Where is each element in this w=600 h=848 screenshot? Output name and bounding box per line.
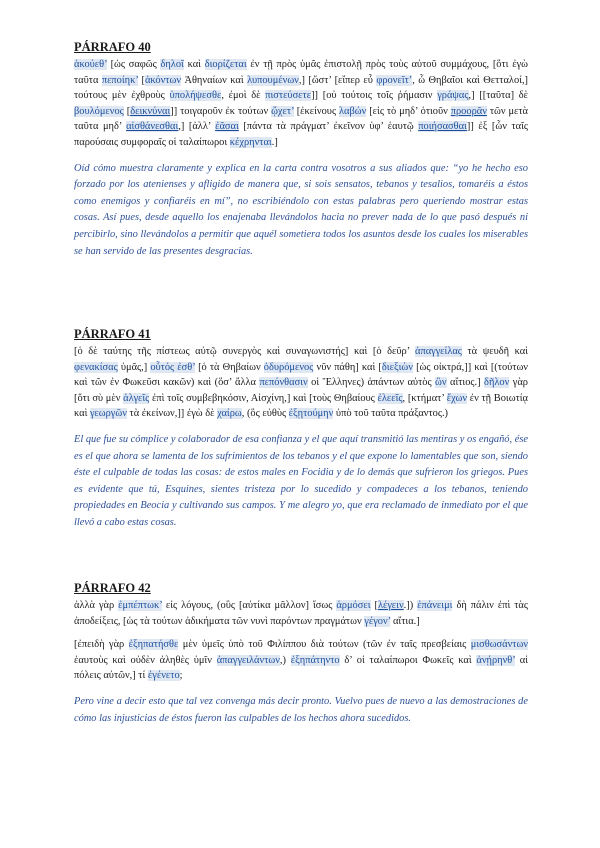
paragraph-40-section [74, 40, 528, 260]
greek-segment: , [κτήματ’ [402, 392, 447, 404]
highlighted-verb: δῆλον [484, 377, 510, 389]
greek-segment: οἱ Ἕλληνες) ἁπάντων αὐτὸς [307, 377, 436, 389]
greek-segment: [ὡς οἰκτρά,]] καὶ [(τούτων καὶ τῶν ἐν Φωκεῦσι κακῶν) καὶ (ὅσ’ ἄλλα [74, 361, 528, 389]
greek-segment: μὲν ὑμεῖς ὑπὸ τοῦ Φιλίππου διὰ τούτων (τῶν ἐν ταῖς πρεσβείαις [178, 639, 471, 651]
highlighted-verb: ἀκόντων [144, 74, 182, 86]
highlighted-verb: γεωργῶν [89, 408, 127, 420]
highlighted-verb: ἐᾶσαι [215, 121, 239, 133]
greek-segment: γὰρ [ὅτι σὺ μὲν [74, 377, 528, 404]
greek-segment: , ὦ Θηβαῖοι καὶ Θετταλοί,] τούτους μὲν ἐχθροὺς [74, 74, 529, 102]
highlighted-verb: λαβών [338, 105, 367, 117]
highlighted-verb: χαίρω [217, 408, 242, 420]
greek-segment: [ὁ τὰ Θηβαίων [194, 361, 264, 373]
greek-segment: δ’ οἱ ταλαίπωροι Φωκεῖς καὶ [339, 654, 477, 666]
greek-segment: [ [370, 600, 378, 611]
greek-segment: [ἐπειδὴ γὰρ [74, 639, 129, 651]
greek-segment: ἐπὶ τοῖς συμβεβηκόσιν, Αἰσχίνη,] καὶ [τοὺς Θηβαίους [149, 392, 378, 404]
greek-segment: καὶ [183, 59, 205, 70]
greek-segment: ὑπὸ τοῦ ταῦτα πράξαντος.) [333, 408, 449, 420]
greek-segment: [ [123, 105, 131, 117]
greek-segment: ,) [279, 654, 291, 666]
highlighted-verb: ὢν [435, 377, 447, 389]
spanish-translation: Pero vine a decir esto que tal vez convenga más decir pronto. Vuelvo pues de nuevo a las demostraciones de cómo las injusticias de éstos fueron las culpables de los hechos ahora sucedidos. [74, 695, 528, 724]
highlighted-verb: ἀπαγγειλάντων [216, 654, 280, 666]
greek-segment: ]] ἐξ [ὧν ταῖς παρούσαις συμφοραῖς οἱ ταλαίπωροι [74, 121, 528, 148]
greek-segment: Ἀθηναίων καὶ [181, 74, 248, 86]
greek-segment: ]] τοιγαροῦν ἐκ τούτων [170, 105, 272, 117]
greek-segment: [πάντα τὰ πράγματ’ ἐκεῖνον ὑφ’ ἑαυτῷ [238, 121, 419, 133]
greek-segment: ,] [ὥστ’ [εἴπερ εὖ [298, 74, 377, 86]
greek-segment: δὴ πάλιν ἐπὶ τὰς ἀποδείξεις, [ὡς τὰ τούτων ἀδικήματα τῶν νυνὶ παρόντων πραγμάτων [74, 600, 528, 627]
greek-segment: , (ὃς εὐθὺς [241, 408, 289, 420]
highlighted-verb: ἀνῄρηνθ’ [476, 654, 515, 666]
highlighted-verb: ἐξηπατήσθε [128, 639, 179, 651]
highlighted-verb: ἔχων [446, 392, 468, 404]
paragraph-42-section [74, 581, 528, 727]
highlighted-verb: βουλόμενος [74, 105, 124, 117]
greek-segment: [ὡς σαφῶς [106, 59, 161, 70]
greek-segment: νῦν πάθη] καὶ [ [313, 361, 382, 373]
greek-segment: τῶν μετὰ ταῦτα μηδ’ [74, 105, 528, 133]
greek-segment: [εἰς τὸ μηδ’ ὁτιοῦν [366, 105, 451, 117]
greek-segment: ἀλλὰ γὰρ [74, 600, 119, 611]
greek-segment: ἑαυτοὺς καὶ οὐδὲν ἀληθὲς ὑμῖν [74, 654, 217, 666]
highlighted-verb: μισθωσάντων [470, 639, 528, 651]
highlighted-verb: λέγειν [377, 600, 404, 611]
highlighted-verb: ἐπάνειμι [417, 600, 453, 611]
highlighted-verb: διορίζεται [204, 59, 247, 70]
highlighted-verb: γράψας [437, 90, 469, 102]
section-heading: PÁRRAFO 40 [74, 40, 151, 54]
spanish-translation: El que fue su cómplice y colaborador de esa confianza y el que aquí transmitió las mentiras y os engañó, ése es el que ahora se lamenta de los sufrimientos de los tebanos y el que expone lo lamentables que son, siendo éste el culpable de todas las cosas: de estos males en Focidia y de lo demás que sufrieron los griegos. Pues es evidente que tú, Esquines, sientes tristeza por lo sucedido y compadeces a los tebanos, teniendo propiedades en Beocia y cultivando sus campos. Y me alegro yo, que era reclamado de inmediato por el que llevó a cabo estas cosas. [74, 433, 528, 528]
highlighted-verb: κέχρηνται [229, 136, 272, 148]
greek-segment: ]] [οὐ τούτοις τοῖς ῥήμασιν [311, 90, 438, 102]
greek-text [74, 344, 528, 422]
highlighted-verb: ὑπολήψεσθε [169, 90, 222, 102]
highlighted-verb: λυπουμένων [247, 74, 299, 86]
greek-segment: ἐν τῇ Βοιωτίᾳ καὶ [74, 392, 528, 420]
spanish-translation: Oíd cómo muestra claramente y explica en la carta contra vosotros a sus aliados que: “yo he hecho eso forzado por los atenienses y afligido de manera que, si sois sensatos, tebanos y tesalios, tomaréis a éstos como enemigos y confiaréis en mí”, no escribiéndolo con estas palabras pero queriendo mostrar estas cosas. Así pues, desde aquello los enajenaba llevándolos hacia no prever nada de lo que pasó después ni percibirlo, sino llevándolos a permitir que aquél sometiera todos los asuntos desde los cuales los miserables se han servido de las presentes desgracias. [74, 162, 528, 257]
highlighted-verb: ἀκούεθ’ [74, 59, 107, 70]
highlighted-verb: δηλοῖ [160, 59, 184, 70]
highlighted-verb: ἀλγεῖς [123, 392, 150, 404]
highlighted-verb: φρονεῖτ’ [376, 74, 413, 86]
highlighted-verb: ἀπαγγείλας [415, 346, 462, 357]
section-heading: PÁRRAFO 41 [74, 327, 151, 341]
greek-segment: , ἐμοὶ δὲ [221, 90, 266, 102]
highlighted-verb: δεικνύναι [130, 105, 171, 117]
greek-segment: [ὁ δὲ ταύτης τῆς πίστεως αὐτῷ συνεργὸς καὶ συναγωνιστής] καὶ [ὁ δεῦρ’ [74, 346, 416, 357]
greek-segment: ; [179, 670, 183, 682]
highlighted-verb: ἐξῃτούμην [288, 408, 334, 420]
greek-text [74, 57, 528, 151]
greek-segment: τὰ ψευδῆ καὶ [461, 346, 529, 357]
greek-segment: ὑμᾶς,] [117, 361, 151, 373]
highlighted-verb: πεπόνθασιν [259, 377, 308, 389]
greek-segment: ἐν τῇ πρὸς ὑμᾶς ἐπιστολῇ πρὸς τοὺς αὑτοῦ συμμάχους, [ὅτι ἐγὼ ταῦτα [74, 59, 528, 86]
highlighted-verb: γέγον’ [364, 615, 391, 627]
highlighted-verb: ἐγένετο [147, 670, 180, 682]
greek-text [74, 598, 528, 684]
highlighted-verb: πεποίηκ’ [101, 74, 139, 86]
greek-segment: [ἐκείνους [293, 105, 339, 117]
highlighted-verb: προορᾶν [450, 105, 487, 117]
greek-segment: ,] [ἀλλ’ [178, 121, 216, 133]
highlighted-verb: φενακίσας [74, 361, 118, 373]
greek-segment: [ [138, 74, 145, 86]
paragraph-41-section [74, 327, 528, 532]
greek-segment: αἱ πόλεις αὐτῶν,] τί [74, 654, 528, 682]
highlighted-verb: διεξιὼν [381, 361, 413, 373]
section-heading: PÁRRAFO 42 [74, 581, 151, 595]
highlighted-verb: ἐλεεῖς [377, 392, 403, 404]
highlighted-verb: ὀδυρόμενος [263, 361, 314, 373]
greek-segment: τὰ ἐκείνων,]] ἐγὼ δὲ [126, 408, 218, 420]
highlighted-verb: ᾤχετ’ [271, 105, 294, 117]
greek-segment: αἴτια.] [390, 615, 420, 627]
highlighted-verb: ἐμπέπτωκ’ [118, 600, 162, 611]
greek-segment: ,] [[ταῦτα] δὲ [468, 90, 529, 102]
greek-segment: .]) [403, 600, 418, 611]
greek-segment: .] [271, 136, 278, 148]
highlighted-verb: ἐξηπάτηντο [290, 654, 340, 666]
greek-segment: αἴτιος.] [446, 377, 485, 389]
greek-segment: εἰς λόγους, (οὓς [αὐτίκα μᾶλλον] ἴσως [161, 600, 337, 611]
highlighted-verb: πιστεύσετε [265, 90, 312, 102]
highlighted-verb: αἰσθάνεσθαι [126, 121, 179, 133]
highlighted-verb: οὗτός ἐσθ’ [150, 361, 195, 373]
highlighted-verb: ἁρμόσει [336, 600, 371, 611]
highlighted-verb: ποιήσασθαι [418, 121, 467, 133]
